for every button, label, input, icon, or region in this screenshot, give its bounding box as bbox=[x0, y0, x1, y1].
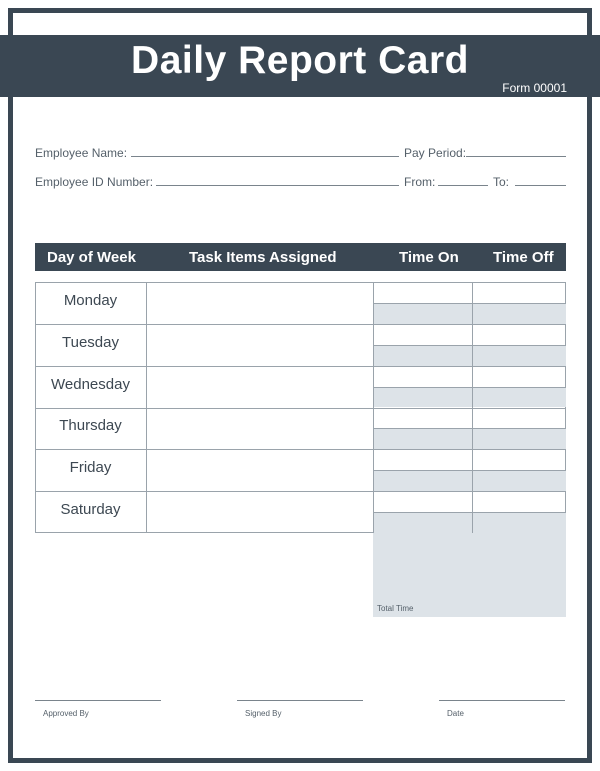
to-label: To: bbox=[493, 175, 510, 189]
time-on-shaded-cell[interactable] bbox=[374, 428, 472, 449]
time-off-cell[interactable] bbox=[473, 366, 566, 387]
day-label-wednesday: Wednesday bbox=[51, 375, 130, 393]
time-on-shaded-cell[interactable] bbox=[374, 303, 472, 324]
column-header-time-off: Time Off bbox=[493, 249, 554, 266]
time-off-cell[interactable] bbox=[473, 282, 566, 303]
day-label-tuesday: Tuesday bbox=[62, 333, 119, 351]
task-cell[interactable] bbox=[147, 491, 373, 533]
employee-id-field[interactable] bbox=[156, 185, 399, 186]
time-on-cell[interactable] bbox=[374, 282, 472, 303]
task-cell[interactable] bbox=[147, 366, 373, 408]
from-field[interactable] bbox=[438, 185, 488, 186]
pay-period-label: Pay Period: bbox=[404, 146, 467, 160]
time-off-shaded-cell[interactable] bbox=[473, 303, 566, 324]
task-cell[interactable] bbox=[147, 408, 373, 450]
to-field[interactable] bbox=[515, 185, 566, 186]
time-on-shaded-cell[interactable] bbox=[374, 387, 472, 408]
time-off-cell[interactable] bbox=[473, 491, 566, 512]
day-label-friday: Friday bbox=[69, 459, 112, 477]
time-off-shaded-cell[interactable] bbox=[473, 345, 566, 366]
form-number: Form 00001 bbox=[502, 81, 567, 95]
task-cell[interactable] bbox=[147, 449, 373, 491]
signed-by-label: Signed By bbox=[245, 709, 282, 718]
approved-by-label: Approved By bbox=[43, 709, 89, 718]
day-label-monday: Monday bbox=[63, 291, 118, 309]
from-label: From: bbox=[404, 175, 436, 189]
signed-by-line[interactable] bbox=[237, 700, 363, 701]
time-on-cell[interactable] bbox=[374, 324, 472, 345]
time-off-cell[interactable] bbox=[473, 324, 566, 345]
time-off-cell[interactable] bbox=[473, 449, 566, 470]
time-on-shaded-cell[interactable] bbox=[374, 345, 472, 366]
task-cell[interactable] bbox=[147, 282, 373, 324]
row-divider bbox=[35, 408, 566, 409]
time-off-shaded-cell[interactable] bbox=[473, 387, 566, 408]
time-off-shaded-cell[interactable] bbox=[473, 470, 566, 491]
date-label: Date bbox=[447, 709, 464, 718]
task-cell[interactable] bbox=[147, 324, 373, 366]
table-header bbox=[35, 243, 566, 271]
page-title: Daily Report Card bbox=[131, 39, 469, 82]
time-off-cell[interactable] bbox=[473, 408, 566, 429]
row-divider bbox=[35, 366, 566, 367]
employee-name-label: Employee Name: bbox=[35, 146, 128, 160]
time-on-shaded-cell[interactable] bbox=[374, 512, 472, 533]
timesheet-table bbox=[35, 282, 566, 533]
time-off-shaded-cell[interactable] bbox=[473, 512, 566, 533]
day-label-saturday: Saturday bbox=[60, 501, 121, 519]
date-line[interactable] bbox=[439, 700, 565, 701]
time-on-shaded-cell[interactable] bbox=[374, 470, 472, 491]
time-on-cell[interactable] bbox=[374, 366, 472, 387]
total-time-label: Total Time bbox=[377, 604, 414, 613]
employee-name-field[interactable] bbox=[131, 156, 399, 157]
row-divider bbox=[35, 324, 566, 325]
day-label-thursday: Thursday bbox=[59, 417, 122, 435]
time-on-cell[interactable] bbox=[374, 408, 472, 429]
time-on-cell[interactable] bbox=[374, 449, 472, 470]
column-header-time-on: Time On bbox=[399, 249, 459, 266]
row-divider bbox=[35, 449, 566, 450]
pay-period-field[interactable] bbox=[466, 156, 566, 157]
employee-id-label: Employee ID Number: bbox=[35, 175, 154, 189]
row-divider bbox=[35, 491, 566, 492]
approved-by-line[interactable] bbox=[35, 700, 161, 701]
time-off-shaded-cell[interactable] bbox=[473, 428, 566, 449]
column-header-day: Day of Week bbox=[47, 249, 136, 266]
column-header-tasks: Task Items Assigned bbox=[189, 249, 337, 266]
time-on-cell[interactable] bbox=[374, 491, 472, 512]
